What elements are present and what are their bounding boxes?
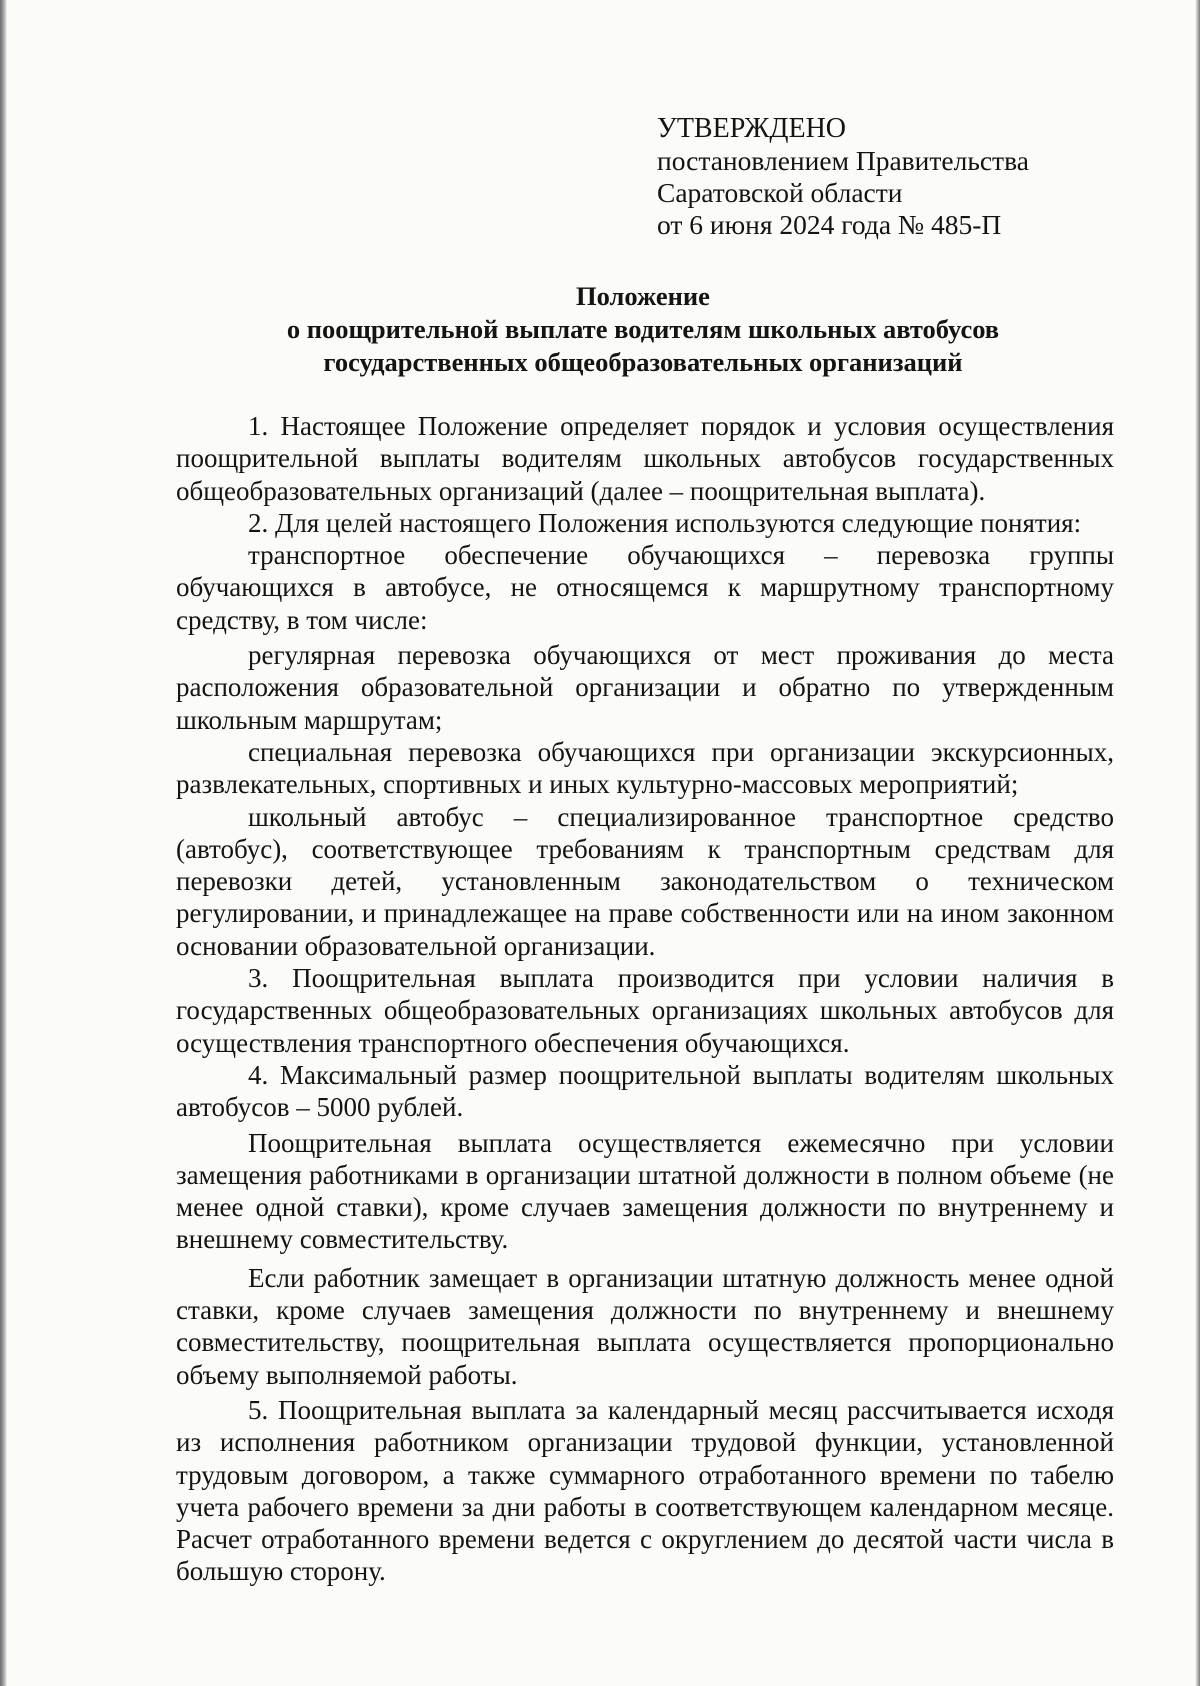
paragraph-regular-transport: регулярная перевозка обучающихся от мест проживания до места расположения образовательной организации и обратно по утвержденным школьным маршрутам; [176,640,1114,735]
heading-subtitle: государственных общеобразовательных организаций [323,347,963,377]
scan-edge-right [1195,0,1200,1686]
scan-edge-left [0,0,7,1686]
paragraph-1: 1. Настоящее Положение определяет порядок и условия осуществления поощрительной выплаты водителям школьных автобусов государственных общеобразовательных организаций (далее – поощрительная выплата). [176,411,1114,506]
approval-block [657,113,1117,241]
paragraph-3: 3. Поощрительная выплата производится при условии наличия в государственных общеобразовательных организациях школьных автобусов для осуществления транспортного обеспечения обучающихся. [176,963,1114,1058]
paragraph-2: 2. Для целей настоящего Положения используются следующие понятия: [248,507,1082,538]
document-body [176,410,1114,1588]
paragraph-4: 4. Максимальный размер поощрительной выплаты водителям школьных автобусов – 5000 рублей. [176,1059,1114,1123]
paragraph-school-bus: школьный автобус – специализированное транспортное средство (автобус), соответствующее требованиям к транспортным средствам для перевозки детей, установленным законодательством о техническом регулировании, и принадлежащее на праве собственности или на ином законном основании образовательной организации. [176,801,1114,961]
paragraph-monthly-payment: Поощрительная выплата осуществляется ежемесячно при условии замещения работниками в организации штатной должности в полном объеме (не менее одной ставки), кроме случаев замещения должности по внутреннему и внешнему совместительству. [176,1127,1114,1255]
approval-title: УТВЕРЖДЕНО [657,113,847,144]
paragraph-definition: транспортное обеспечение обучающихся – перевозка группы обучающихся в автобусе, не относящемся к маршрутному транспортному средству, в том числе: [176,540,1114,635]
approval-line: постановлением Правительства [657,145,1029,176]
document-heading [176,280,1110,379]
paragraph-5: 5. Поощрительная выплата за календарный месяц рассчитывается исходя из исполнения работником организации трудовой функции, установленной трудовым договором, а также суммарного отработанного времени по табелю учета рабочего времени за дни работы в соответствующем календарном месяце. Расчет отработанного времени ведется с округлением до десятой части числа в большую сторону. [176,1394,1114,1587]
approval-line: Саратовской области [657,177,903,208]
heading-title: Положение [576,281,710,311]
approval-date-line: от 6 июня 2024 года № 485-П [657,209,1002,240]
paragraph-special-transport: специальная перевозка обучающихся при организации экскурсионных, развлекательных, спортивных и иных культурно-массовых мероприятий; [176,736,1114,800]
paragraph-part-time: Если работник замещает в организации штатную должность менее одной ставки, кроме случаев замещения должности по внутреннему и внешнему совместительству, поощрительная выплата осуществляется пропорционально объему выполняемой работы. [176,1262,1114,1390]
heading-subtitle: о поощрительной выплате водителям школьных автобусов [286,314,1000,344]
